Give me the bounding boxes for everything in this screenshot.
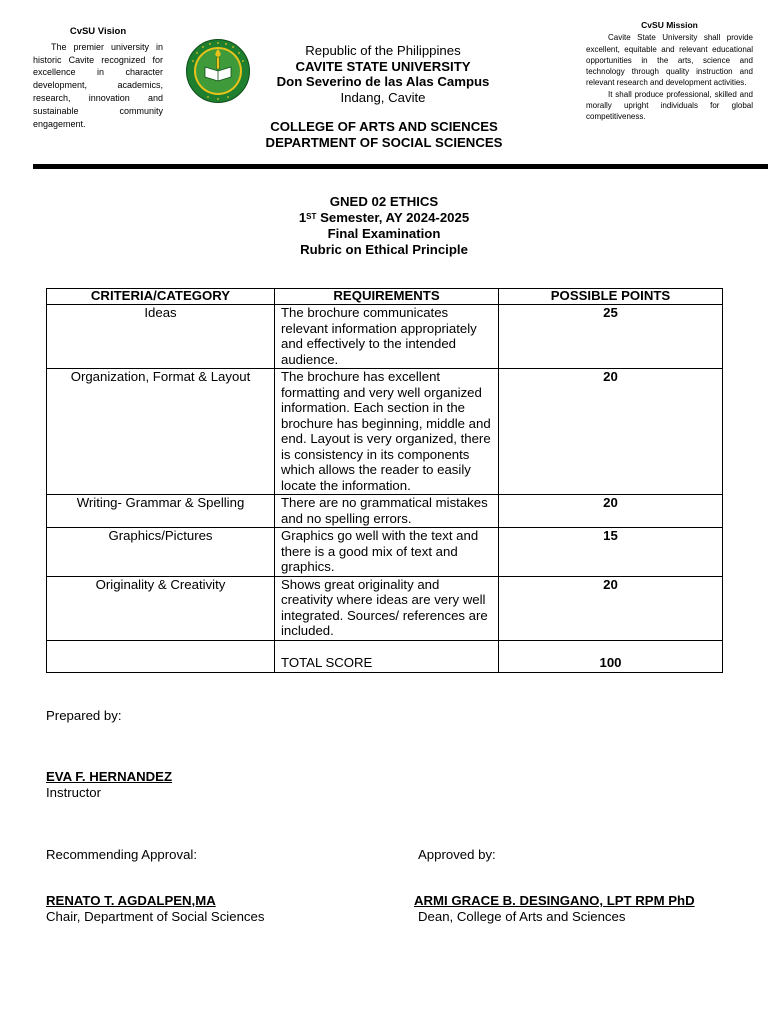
vision-block <box>33 26 163 130</box>
cvsu-seal-icon <box>178 37 258 105</box>
prepared-by-label: Prepared by: <box>46 708 122 723</box>
criteria-cell: Organization, Format & Layout <box>47 369 275 495</box>
criteria-cell: Ideas <box>47 305 275 369</box>
semester-line <box>150 210 618 226</box>
table-header-row <box>47 289 723 305</box>
table-row <box>47 369 723 495</box>
document-title <box>150 194 618 258</box>
approved-block <box>414 893 695 925</box>
recommending-block <box>46 893 264 925</box>
criteria-cell: Writing- Grammar & Spelling <box>47 495 275 528</box>
points-cell: 15 <box>499 528 723 577</box>
table-row <box>47 528 723 577</box>
university-name: CAVITE STATE UNIVERSITY <box>295 58 471 74</box>
approved-name: ARMI GRACE B. DESINGANO, LPT RPM PhD <box>414 893 695 908</box>
republic-text: Republic of the Philippines <box>305 43 461 58</box>
mission-title: CvSU Mission <box>641 20 698 30</box>
total-row <box>47 640 723 672</box>
points-cell: 20 <box>499 369 723 495</box>
requirements-cell: Shows great originality and creativity where ideas are very well integrated. Sources/ references are included. <box>275 576 499 640</box>
requirements-cell: The brochure communicates relevant information appropriately and effectively to the intended audience. <box>275 305 499 369</box>
mission-block <box>586 20 753 123</box>
rubric-title: Rubric on Ethical Principle <box>300 242 468 257</box>
column-header-criteria: CRITERIA/CATEGORY <box>47 289 275 305</box>
column-header-requirements: REQUIREMENTS <box>275 289 499 305</box>
table-row <box>47 305 723 369</box>
recommending-approval-label: Recommending Approval: <box>46 847 198 862</box>
requirements-cell: Graphics go well with the text and there is a good mix of text and graphics. <box>275 528 499 577</box>
table-row <box>47 576 723 640</box>
semester-number: 1 <box>298 210 307 225</box>
prepared-by-block <box>46 769 172 801</box>
table-row <box>47 495 723 528</box>
rubric-table <box>46 288 723 673</box>
prepared-by-name: EVA F. HERNANDEZ <box>46 769 173 784</box>
semester-rest: Semester, AY 2024-2025 <box>316 210 470 225</box>
campus-location: Indang, Cavite <box>340 89 426 105</box>
university-header <box>258 43 508 105</box>
criteria-cell: Originality & Creativity <box>47 576 275 640</box>
college-name: COLLEGE OF ARTS AND SCIENCES <box>270 119 498 134</box>
total-empty-cell <box>47 640 275 672</box>
approved-by-label: Approved by: <box>418 847 496 862</box>
department-name: DEPARTMENT OF SOCIAL SCIENCES <box>265 135 503 150</box>
vision-title: CvSU Vision <box>69 26 127 37</box>
mission-text-1: Cavite State University shall provide excellent, equitable and relevant educational opportunities in the arts, science and technology through quality instruction and relevant research and development activities. <box>586 33 753 88</box>
mission-text-2: It shall produce professional, skilled and morally upright individuals for global competitiveness. <box>586 89 753 122</box>
course-title: GNED 02 ETHICS <box>329 194 439 209</box>
requirements-cell: The brochure has excellent formatting and very well organized information. Each section in the brochure has beginning, middle and end. Layout is very organized, there is consistency in its components which allows the reader to easily locate the information. <box>275 369 499 495</box>
criteria-cell: Graphics/Pictures <box>47 528 275 577</box>
semester-suffix: ST <box>306 212 317 221</box>
exam-title: Final Examination <box>327 226 441 241</box>
header-divider <box>33 164 768 169</box>
points-cell: 25 <box>499 305 723 369</box>
college-header <box>200 119 568 151</box>
total-value: 100 <box>499 640 723 672</box>
prepared-by-role: Instructor <box>46 785 101 800</box>
recommending-role: Chair, Department of Social Sciences <box>46 909 265 924</box>
recommending-name: RENATO T. AGDALPEN,MA <box>46 893 216 908</box>
vision-text: The premier university in historic Cavite recognized for excellence in character development, academics, research, innovation and sustainable community engagement. <box>33 41 163 129</box>
campus-name: Don Severino de las Alas Campus <box>276 74 490 90</box>
requirements-cell: There are no grammatical mistakes and no spelling errors. <box>275 495 499 528</box>
column-header-points: POSSIBLE POINTS <box>499 289 723 305</box>
points-cell: 20 <box>499 576 723 640</box>
points-cell: 20 <box>499 495 723 528</box>
approved-role: Dean, College of Arts and Sciences <box>418 909 626 924</box>
total-label: TOTAL SCORE <box>275 640 499 672</box>
